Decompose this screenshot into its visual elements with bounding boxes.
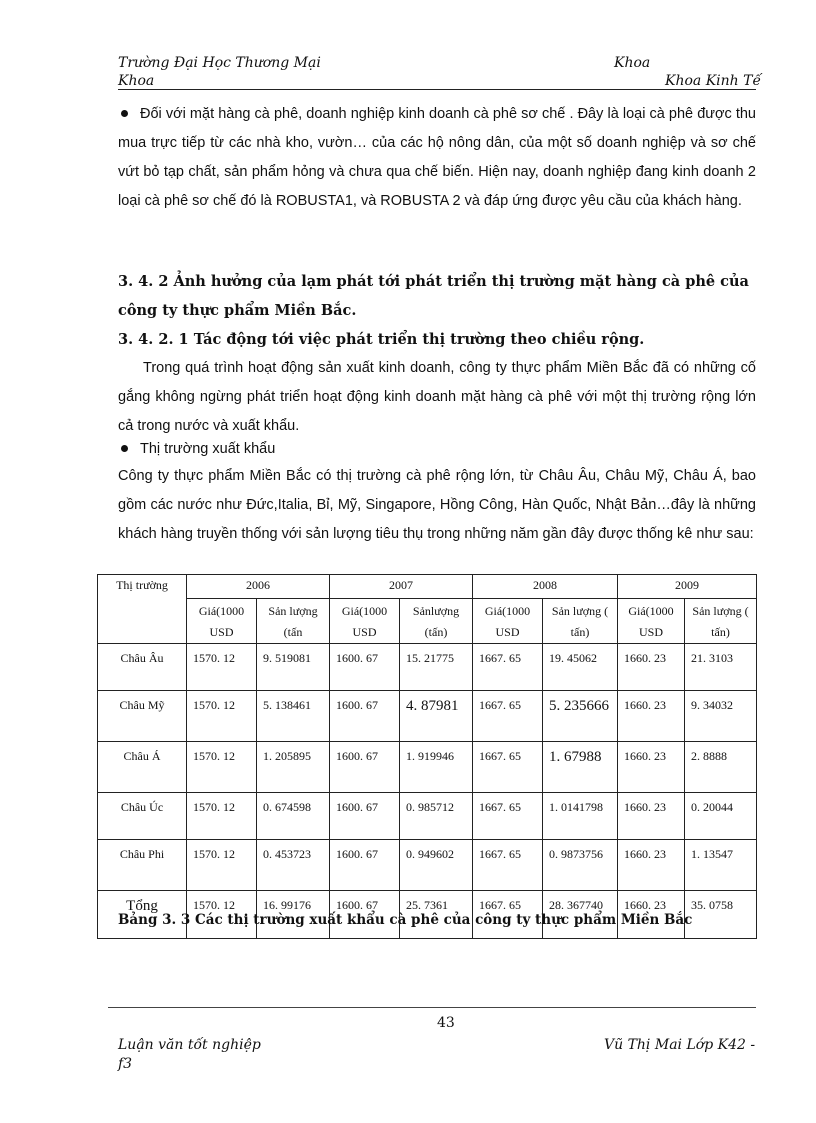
table-cell: 1570. 12 [187, 891, 257, 939]
table-cell: 1. 13547 [685, 840, 757, 891]
table-cell: 1660. 23 [618, 891, 685, 939]
table-cell: 1667. 65 [473, 840, 543, 891]
table-cell: 0. 949602 [400, 840, 473, 891]
corner-header: Thị trường [98, 575, 187, 644]
region-cell: Châu Âu [98, 644, 187, 691]
header-university: Trường Đại Học Thương Mại [118, 55, 321, 71]
footer-divider [108, 1007, 756, 1008]
intro-bullet-paragraph: Đối với mặt hàng cà phê, doanh nghiệp kinh doanh cà phê sơ chế . Đây là loại cà phê được thu mua trực tiếp từ các nhà kho, vườn… của các hộ nông dân, của một số doanh nghiệp và sơ chế vứt bỏ tạp chất, sản phẩm hỏng và chưa qua chế biến. Hiện nay, doanh nghiệp đang kinh doanh 2 loại cà phê sơ chế đó là ROBUSTA1, và ROBUSTA 2 và đáp ứng được yêu cầu của khách hàng. [118, 106, 756, 209]
table-cell: 0. 985712 [400, 793, 473, 840]
body-paragraph-2: Công ty thực phẩm Miền Bắc có thị trường cà phê rộng lớn, từ Châu Âu, Châu Mỹ, Châu Á, bao gồm các nước như Đức,Italia, Bỉ, Mỹ, Singapore, Hồng Công, Hàn Quốc, Nhật Bản…đây là những khách hàng truyền thống với sản lượng tiêu thụ trong những năm gần đây được thống kê như sau: [118, 468, 756, 542]
table-caption: Bảng 3. 3 Các thị trường xuất khẩu cà phê của công ty thực phẩm Miền Bắc [118, 912, 693, 928]
table-cell: 1667. 65 [473, 691, 543, 742]
table-cell: 9. 519081 [257, 644, 330, 691]
table-cell: 1. 67988 [543, 742, 618, 793]
bullet-icon [121, 445, 128, 452]
table-cell: 1570. 12 [187, 691, 257, 742]
table-cell: 9. 34032 [685, 691, 757, 742]
year-header: 2006 [187, 575, 330, 599]
table-cell: 5. 138461 [257, 691, 330, 742]
subsection-heading: 3. 4. 2. 1 Tác động tới việc phát triển thị trường theo chiều rộng. [118, 331, 645, 348]
table-cell: 1600. 67 [330, 691, 400, 742]
region-cell: Châu Á [98, 742, 187, 793]
price-header: Giá(1000 USD [187, 599, 257, 644]
volume-header: Sản lượng ( tấn) [543, 599, 618, 644]
price-header: Giá(1000 USD [618, 599, 685, 644]
table-cell: 1570. 12 [187, 840, 257, 891]
table-cell: 1660. 23 [618, 742, 685, 793]
region-cell: Tổng [98, 891, 187, 939]
table-cell: 25. 7361 [400, 891, 473, 939]
page-number: 43 [437, 1015, 455, 1031]
table-cell: 0. 453723 [257, 840, 330, 891]
volume-header: Sản lượng ( tấn) [685, 599, 757, 644]
table-cell: 4. 87981 [400, 691, 473, 742]
table-cell: 0. 20044 [685, 793, 757, 840]
region-cell: Châu Úc [98, 793, 187, 840]
table-cell: 5. 235666 [543, 691, 618, 742]
table-cell: 1. 919946 [400, 742, 473, 793]
table-cell: 1570. 12 [187, 644, 257, 691]
header-faculty-right: Khoa [614, 55, 651, 71]
section-heading: 3. 4. 2 Ảnh hưởng của lạm phát tới phát triển thị trường mặt hàng cà phê của công ty thực phẩm Miền Bắc. [118, 273, 749, 319]
volume-header: Sảnlượng (tấn) [400, 599, 473, 644]
table-cell: 1. 205895 [257, 742, 330, 793]
volume-header: Sản lượng (tấn [257, 599, 330, 644]
table-cell: 1660. 23 [618, 644, 685, 691]
table-row [98, 742, 757, 793]
price-header: Giá(1000 USD [330, 599, 400, 644]
table-cell: 1. 0141798 [543, 793, 618, 840]
table-cell: 19. 45062 [543, 644, 618, 691]
table-cell: 1660. 23 [618, 793, 685, 840]
table-cell: 21. 3103 [685, 644, 757, 691]
header-department: Khoa Kinh Tế [665, 73, 762, 89]
table-row [98, 691, 757, 742]
table-cell: 15. 21775 [400, 644, 473, 691]
table-row [98, 840, 757, 891]
region-cell: Châu Mỹ [98, 691, 187, 742]
table-cell: 1660. 23 [618, 691, 685, 742]
table-cell: 1667. 65 [473, 644, 543, 691]
table-cell: 1600. 67 [330, 742, 400, 793]
footer-code: f3 [118, 1056, 133, 1072]
year-header: 2009 [618, 575, 757, 599]
table-header-row [98, 575, 757, 599]
table-cell: 1570. 12 [187, 793, 257, 840]
table-cell: 0. 674598 [257, 793, 330, 840]
price-header: Giá(1000 USD [473, 599, 543, 644]
footer-author: Vũ Thị Mai Lớp K42 - [604, 1037, 756, 1053]
header-faculty-left: Khoa [118, 73, 155, 89]
body-paragraph-1: Trong quá trình hoạt động sản xuất kinh doanh, công ty thực phẩm Miền Bắc đã có những cố gắng không ngừng phát triển hoạt động kinh doanh mặt hàng cà phê với một thị trường rộng lớn cả trong nước và xuất khẩu. [118, 360, 756, 434]
table-cell: 1600. 67 [330, 793, 400, 840]
header-divider [118, 89, 756, 90]
table-cell: 1600. 67 [330, 840, 400, 891]
table-cell: 1667. 65 [473, 891, 543, 939]
export-markets-table [97, 574, 757, 939]
table-cell: 16. 99176 [257, 891, 330, 939]
region-cell: Châu Phi [98, 840, 187, 891]
export-market-bullet: Thị trường xuất khẩu [118, 435, 756, 464]
table-cell: 0. 9873756 [543, 840, 618, 891]
table-cell: 1667. 65 [473, 742, 543, 793]
table-row [98, 644, 757, 691]
table-cell: 1570. 12 [187, 742, 257, 793]
footer-thesis-label: Luận văn tốt nghiệp [118, 1037, 261, 1053]
table-cell: 1667. 65 [473, 793, 543, 840]
table-cell: 35. 0758 [685, 891, 757, 939]
year-header: 2008 [473, 575, 618, 599]
year-header: 2007 [330, 575, 473, 599]
table-cell: 1600. 67 [330, 891, 400, 939]
table-cell: 1660. 23 [618, 840, 685, 891]
table-cell: 1600. 67 [330, 644, 400, 691]
table-row [98, 793, 757, 840]
bullet-icon [121, 110, 128, 117]
table-subheader-row [98, 599, 757, 644]
table-cell: 2. 8888 [685, 742, 757, 793]
table-cell: 28. 367740 [543, 891, 618, 939]
